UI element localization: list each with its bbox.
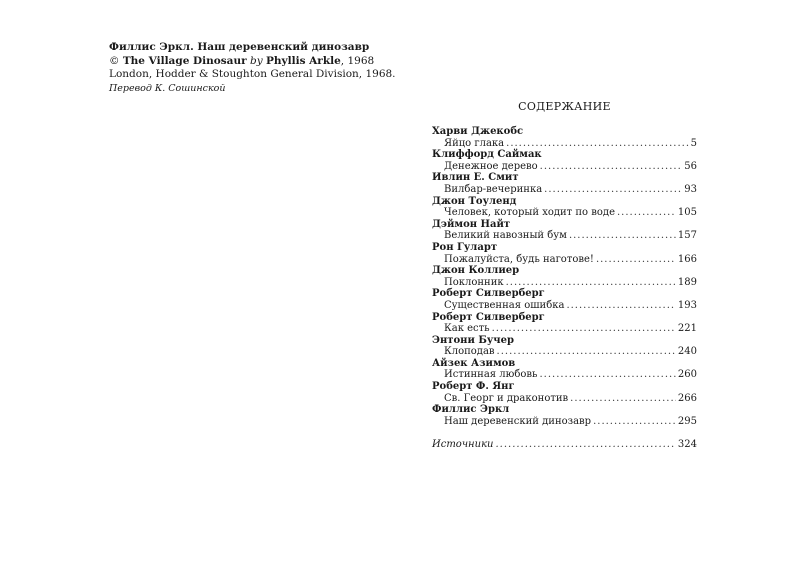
toc-story-title: Св. Георг и драконотив — [444, 392, 569, 404]
toc-title: СОДЕРЖАНИЕ — [518, 100, 611, 113]
toc-author: Рон Гуларт — [432, 241, 498, 253]
toc-story-title: Наш деревенский динозавр — [444, 415, 592, 427]
toc-entry — [432, 207, 697, 219]
toc-story-title: Вилбар-вечеринка — [444, 183, 543, 195]
imprint-copyright-line — [109, 55, 396, 69]
toc-page-number: 240 — [677, 346, 697, 358]
toc-author: Энтони Бучер — [432, 334, 514, 346]
toc-page-number: 56 — [684, 160, 697, 172]
toc-page-number: 157 — [677, 230, 697, 242]
toc-story-title: Клоподав — [444, 346, 495, 358]
toc-entry — [432, 323, 697, 335]
original-title: The Village Dinosaur — [122, 54, 247, 67]
toc-author: Клиффорд Саймак — [432, 149, 542, 161]
toc-page-number: 295 — [677, 415, 697, 427]
toc-page-number: 221 — [677, 323, 697, 335]
dot-leader — [566, 300, 675, 312]
toc-entry — [432, 184, 697, 196]
toc-entry — [432, 277, 697, 289]
toc-author: Роберт Силверберг — [432, 288, 545, 300]
original-author: Phyllis Arkle — [266, 54, 341, 67]
dot-leader — [506, 277, 676, 289]
toc-story-title: Денежное дерево — [444, 160, 538, 172]
sources-page: 324 — [677, 439, 697, 451]
dot-leader — [570, 393, 676, 405]
toc-author: Джон Тоуленд — [432, 195, 517, 207]
toc-entry — [432, 300, 697, 312]
toc-entry — [432, 393, 697, 405]
imprint-block — [109, 41, 396, 95]
table-of-contents — [432, 100, 697, 451]
toc-story-title: Пожалуйста, будь наготове! — [444, 253, 594, 265]
toc-entry — [432, 346, 697, 358]
dot-leader — [495, 439, 675, 451]
toc-story-title: Истинная любовь — [444, 369, 538, 381]
dot-leader — [617, 207, 676, 219]
translator-line: Перевод К. Сошинской — [109, 82, 226, 94]
dot-leader — [539, 369, 675, 381]
toc-author: Филлис Эркл — [432, 404, 510, 416]
toc-story-title: Существенная ошибка — [444, 299, 565, 311]
by-word: by — [250, 54, 263, 67]
toc-page-number: 5 — [690, 137, 697, 149]
toc-entry — [432, 230, 697, 242]
toc-author: Джон Коллиер — [432, 265, 520, 277]
dot-leader — [544, 184, 682, 196]
dot-leader — [540, 161, 683, 173]
toc-page-number: 166 — [677, 253, 697, 265]
copyright-symbol: © — [109, 54, 120, 67]
toc-story-title: Великий навозный бум — [444, 230, 567, 242]
imprint-title-line: Филлис Эркл. Наш деревенский динозавр — [109, 41, 370, 53]
dot-leader — [569, 230, 676, 242]
toc-story-title: Поклонник — [444, 276, 504, 288]
sources-label: Источники — [432, 439, 494, 451]
toc-author: Айзек Азимов — [432, 357, 516, 369]
toc-story-title: Как есть — [444, 323, 490, 335]
dot-leader — [593, 416, 676, 428]
dot-leader — [596, 254, 676, 266]
toc-list — [432, 126, 697, 427]
toc-story-title: Яйцо глака — [444, 137, 505, 149]
toc-entry — [432, 416, 697, 428]
toc-author: Роберт Ф. Янг — [432, 381, 515, 393]
toc-author: Ивлин Е. Смит — [432, 172, 519, 184]
dot-leader — [506, 138, 688, 150]
toc-author: Дэймон Найт — [432, 218, 511, 230]
publisher-line: London, Hodder & Stoughton General Division, 1968. — [109, 68, 396, 80]
toc-page-number: 93 — [684, 183, 697, 195]
original-year: , 1968 — [340, 54, 375, 67]
toc-author: Харви Джекобс — [432, 126, 524, 137]
toc-page-number: 260 — [677, 369, 697, 381]
toc-entry — [432, 254, 697, 266]
dot-leader — [492, 323, 676, 335]
dot-leader — [497, 346, 676, 358]
toc-page-number: 105 — [677, 207, 697, 219]
toc-page-number: 189 — [677, 276, 697, 288]
toc-page-number: 193 — [677, 299, 697, 311]
toc-entry — [432, 161, 697, 173]
toc-page-number: 266 — [677, 392, 697, 404]
toc-sources-entry — [432, 439, 697, 451]
toc-entry — [432, 369, 697, 381]
toc-entry — [432, 138, 697, 150]
toc-story-title: Человек, который ходит по воде — [444, 207, 615, 219]
toc-author: Роберт Силверберг — [432, 311, 545, 323]
